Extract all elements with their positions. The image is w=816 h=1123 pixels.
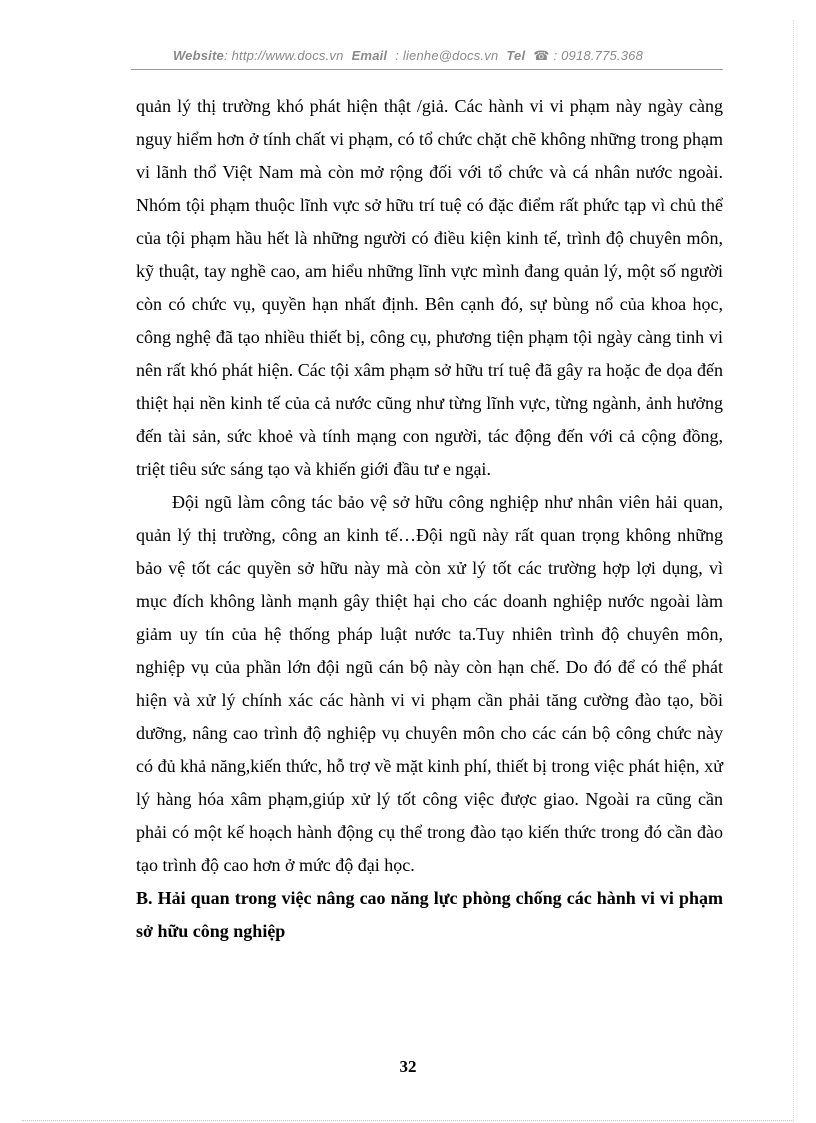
- page-bottom-border: [22, 1120, 794, 1121]
- website-label: Website: [172, 48, 224, 63]
- page-right-border: [793, 20, 794, 1120]
- header-rule: [131, 69, 723, 70]
- website-value: : http://www.docs.vn: [223, 48, 344, 63]
- paragraph-2: Đội ngũ làm công tác bảo vệ sở hữu công nghiệp như nhân viên hải quan, quản lý thị trường, công an kinh tế…Đội ngũ này rất quan trọng không những bảo vệ tốt các quyền sở hữu này mà còn xử lý tốt các trường hợp lợi dụng, vì mục đích không lành mạnh gây thiệt hại cho các doanh nghiệp nước ngoài làm giảm uy tín của hệ thống pháp luật nước ta.Tuy nhiên trình độ chuyên môn, nghiệp vụ của phần lớn đội ngũ cán bộ này còn hạn chế. Do đó để có thể phát hiện và xử lý chính xác các hành vi vi phạm cần phải tăng cường đào tạo, bồi dưỡng, nâng cao trình độ nghiệp vụ chuyên môn cho các cán bộ công chức này có đủ khả năng,kiến thức, hỗ trợ về mặt kinh phí, thiết bị trong việc phát hiện, xử lý hàng hóa xâm phạm,giúp xử lý tốt công việc được giao. Ngoài ra cũng cần phải có một kế hoạch hành động cụ thể trong đào tạo kiến thức trong đó cần đào tạo trình độ cao hơn ở mức độ đại học.: [136, 492, 723, 875]
- paragraph-1: quản lý thị trường khó phát hiện thật /giả. Các hành vi vi phạm này ngày càng nguy hiểm hơn ở tính chất vi phạm, có tổ chức chặt chẽ không những trong phạm vi lãnh thổ Việt Nam mà còn mở rộng đối với tổ chức và cá nhân nước ngoài. Nhóm tội phạm thuộc lĩnh vực sở hữu trí tuệ có đặc điểm rất phức tạp vì chủ thể của tội phạm hầu hết là những người có điều kiện kinh tế, trình độ chuyên môn, kỹ thuật, tay nghề cao, am hiểu những lĩnh vực mình đang quản lý, một số người còn có chức vụ, quyền hạn nhất định. Bên cạnh đó, sự bùng nổ của khoa học, công nghệ đã tạo nhiều thiết bị, công cụ, phương tiện phạm tội ngày càng tinh vi nên rất khó phát hiện. Các tội xâm phạm sở hữu trí tuệ đã gây ra hoặc đe dọa đến thiệt hại nền kinh tế của cả nước cũng như từng lĩnh vực, từng ngành, ảnh hưởng đến tài sản, sức khoẻ và tính mạng con người, tác động đến với cả cộng đồng, triệt tiêu sức sáng tạo và khiến giới đầu tư e ngại.: [136, 96, 723, 479]
- tel-label: Tel: [506, 48, 526, 63]
- email-label: Email: [351, 48, 388, 63]
- tel-value: ☎ : 0918.775.368: [533, 48, 644, 63]
- section-heading: B. Hải quan trong việc nâng cao năng lực phòng chống các hành vi vi phạm sở hữu công nghiệp: [136, 888, 723, 941]
- page-header: [0, 48, 816, 64]
- email-value: : lienhe@docs.vn: [395, 48, 499, 63]
- page-number: 32: [399, 1057, 417, 1076]
- document-body: [136, 90, 723, 948]
